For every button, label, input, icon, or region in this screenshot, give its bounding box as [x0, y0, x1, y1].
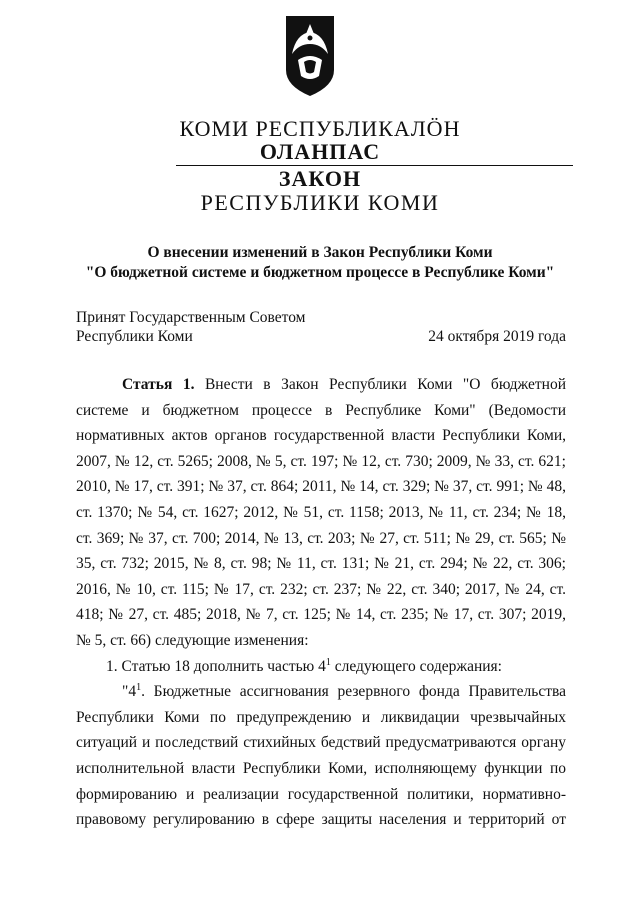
- adoption-block: [76, 308, 566, 346]
- quoted-part-open: "4: [122, 683, 137, 701]
- item-1-paragraph: [76, 654, 566, 680]
- item-1-superscript: 1: [325, 656, 331, 668]
- komi-coat-of-arms-icon: [283, 14, 337, 98]
- item-1-text-pre: 1. Статью 18 дополнить частью 4: [106, 657, 326, 675]
- quoted-part-4-1-paragraph: [76, 679, 566, 833]
- adoption-date: 24 октября 2019 года: [428, 328, 566, 345]
- adoption-line2: Республики Коми: [76, 328, 193, 345]
- article-1-label: Статья 1.: [122, 376, 195, 393]
- item-1-text-post: следующего содержания:: [330, 657, 502, 675]
- law-title-line1: О внесении изменений в Закон Республики Коми: [147, 244, 493, 261]
- header-line-komi-respublikalon: КОМИ РЕСПУБЛИКАЛÖН: [179, 116, 461, 141]
- article-1-text: Внести в Закон Республики Коми "О бюджетной системе и бюджетном процессе в Республике Коми" (Ведомости нормативных актов органов государственной власти Республики Коми, 2007, № 12, ст. 5265; 2008, № 5, ст. 197; № 12, ст. 730; 2009, № 33, ст. 621; 2010, № 17, ст. 391; № 37, ст. 864; 2011, № 14, ст. 329; № 37, ст. 991; № 48, ст. 1370; № 54, ст. 1627; 2012, № 51, ст. 1158; 2013, № 11, ст. 234; № 18, ст. 369; № 37, ст. 700; 2014, № 13, ст. 203; № 27, ст. 511; № 29, ст. 565; № 35, ст. 732; 2015, № 8, ст. 98; № 11, ст. 131; № 21, ст. 294; № 22, ст. 306; 2016, № 10, ст. 115; № 17, ст. 232; ст. 237; № 22, ст. 340; 2017, № 24, ст. 418; № 27, ст. 485; 2018, № 7, ст. 125; № 14, ст. 235; № 17, ст. 307; 2019, № 5, ст. 66) следующие изменения:: [76, 376, 566, 649]
- adoption-line1: Принят Государственным Советом: [76, 309, 306, 326]
- law-title: [0, 243, 640, 283]
- header-line-olanpas: ОЛАНПАС: [259, 139, 381, 164]
- header-line-respubliki-komi: РЕСПУБЛИКИ КОМИ: [200, 190, 440, 215]
- law-title-line2: "О бюджетной системе и бюджетном процессе в Республике Коми": [85, 264, 555, 281]
- document-body: [76, 372, 566, 833]
- article-1-paragraph: [76, 372, 566, 654]
- header-line-zakon: ЗАКОН: [278, 166, 362, 191]
- quoted-part-superscript: 1: [136, 682, 142, 694]
- quoted-part-text: . Бюджетные ассигнования резервного фонда Правительства Республики Коми по предупреждению и ликвидации чрезвычайных ситуаций и последствий стихийных бедствий предусматриваются органу исполнительной власти Республики Коми, исполняющему функции по формированию и реализации государственной политики, нормативно-правовому регулированию в сфере защиты населения и территорий от: [76, 683, 566, 829]
